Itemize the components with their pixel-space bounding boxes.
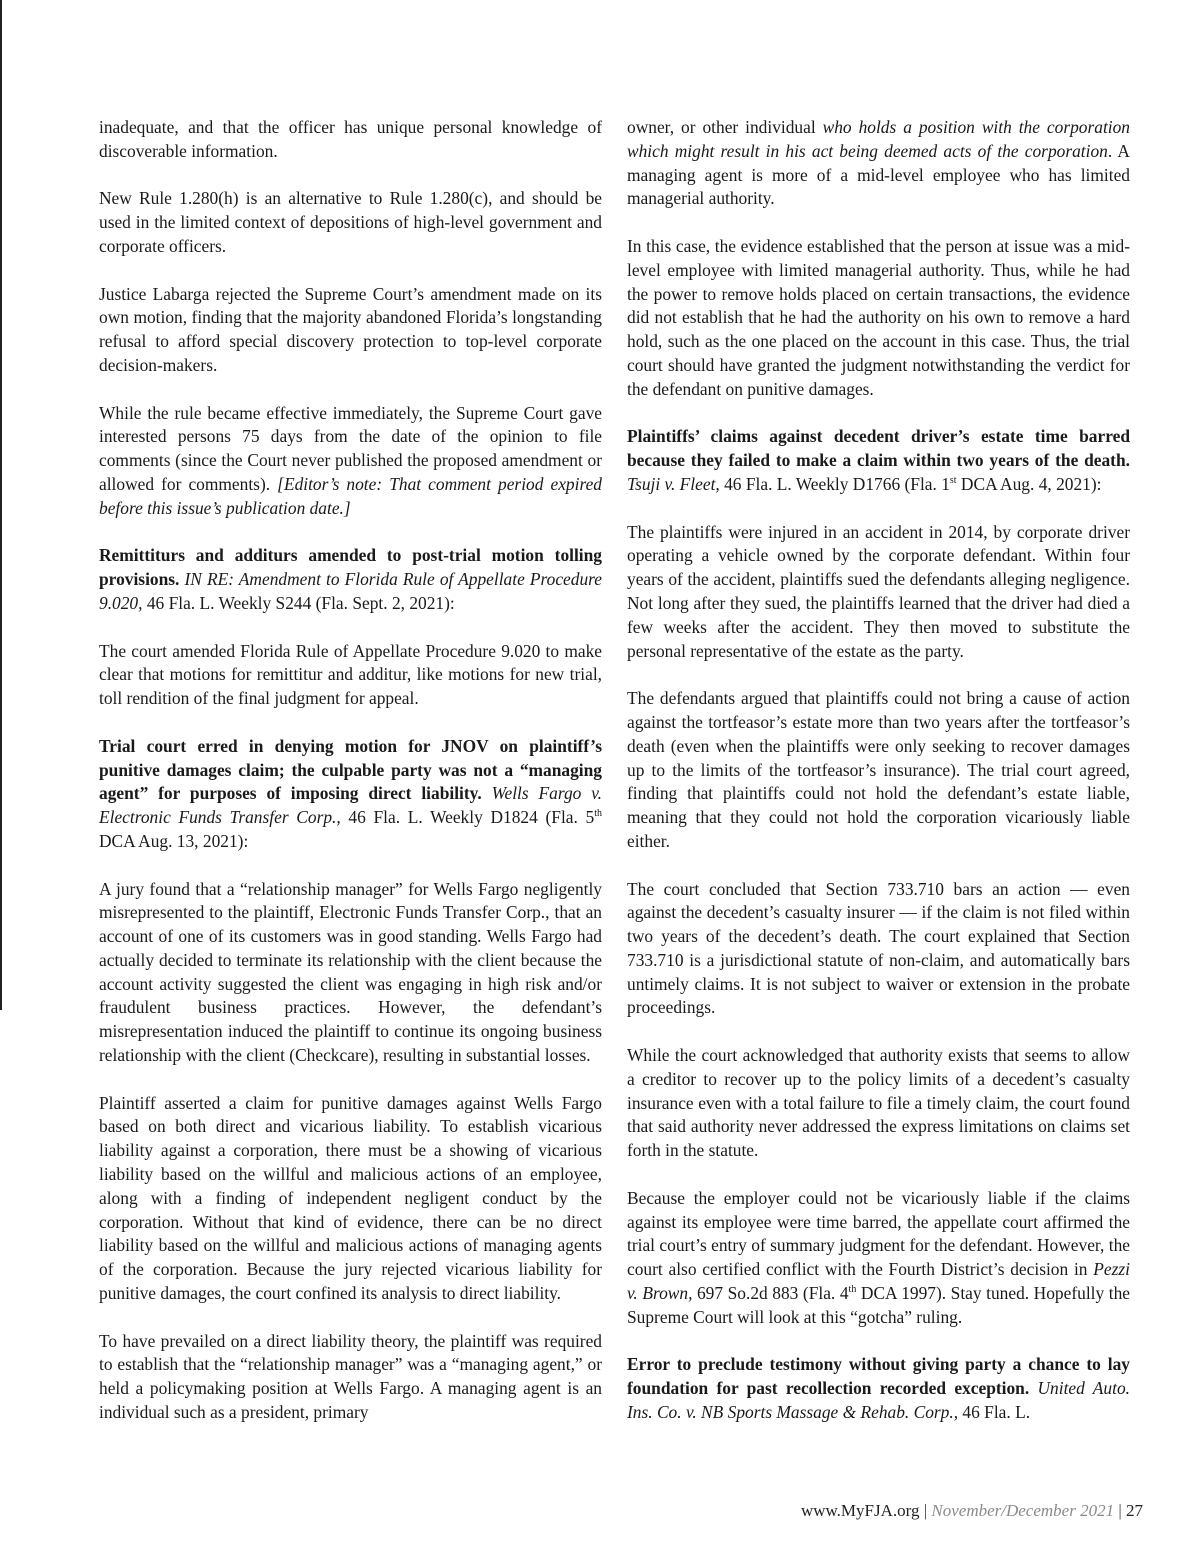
footer-separator: | [1118, 1501, 1122, 1520]
paragraph-text: Because the employer could not be vicariously liable if the claims against its employee were time barred, the appellate court affirmed the trial court’s entry of summary judgment for the defendant. However, the court also certified conflict with the Fourth District’s decision in [627, 1187, 1130, 1280]
case-heading [99, 735, 602, 854]
paragraph [627, 1187, 1130, 1330]
case-citation: 46 Fla. L. Weekly D1766 (Fla. 1 [724, 473, 950, 494]
case-citation: 46 Fla. L. [962, 1402, 1031, 1423]
paragraph: The defendants argued that plaintiffs could not bring a cause of action against the tortfeasor’s estate more than two years after the tortfeasor’s death (even when the plaintiffs were only seeking to recover damages up to the limits of the tortfeasor’s insurance). The trial court agreed, finding that plaintiffs could not hold the defendant’s estate liable, meaning that they could not hold the corporation vicariously liable either. [627, 688, 1130, 851]
paragraph-text: . A managing agent is more of a mid-level employee who has limited managerial authority. [627, 140, 1130, 209]
case-name: Wells Fargo v. Electronic Funds Transfer Corp., [99, 783, 602, 828]
paragraph: To have prevailed on a direct liability theory, the plaintiff was required to establish that the “relationship manager” was a “managing agent,” or held a policymaking position at Wells Fargo. A managing agent is an individual such as a president, primary [99, 1330, 602, 1423]
case-heading [627, 1353, 1130, 1424]
paragraph: The court amended Florida Rule of Appellate Procedure 9.020 to make clear that motions for remittitur and additur, like motions for new trial, toll rendition of the final judgment for appeal. [99, 640, 602, 709]
paragraph: The plaintiffs were injured in an accident in 2014, by corporate driver operating a vehicle owned by the corporate defendant. Within four years of the accident, plaintiffs sued the defendants alleging negligence. Not long after they sued, the plaintiffs learned that the driver had died a few weeks after the accident. They then moved to substitute the personal representative of the estate as the party. [627, 521, 1130, 661]
case-citation-end: DCA Aug. 13, 2021): [99, 830, 249, 851]
website-link[interactable]: www.MyFJA.org [800, 1501, 920, 1520]
quoted-definition: who holds a position with the corporation which might result in his act being deemed acts of the corporation [627, 117, 1130, 161]
paragraph: The court concluded that Section 733.710 bars an action — even against the decedent’s casualty insurer — if the claim is not filed within two years of the decedent’s death. The court explained that Section 733.710 is a jurisdictional statute of non-claim, and automatically bars untimely claims. It is not subject to waiver or extension in the probate proceedings. [627, 878, 1130, 1018]
paragraph [99, 402, 602, 521]
editors-note: [Editor’s note: That comment period expired before this issue’s publication date.] [99, 473, 602, 518]
right-column [627, 116, 1130, 1425]
case-name: Pezzi v. Brown, [627, 1259, 1130, 1304]
issue-date: November/December 2021 [931, 1501, 1115, 1520]
paragraph-text: owner, or other individual [627, 117, 816, 137]
case-citation-end: DCA Aug. 4, 2021): [956, 473, 1102, 494]
case-headline: Error to preclude testimony without giving party a chance to lay foundation for past recollection recorded exception. [627, 1354, 1130, 1399]
case-citation: 46 Fla. L. Weekly S244 (Fla. Sept. 2, 2021): [146, 592, 455, 613]
left-column [99, 116, 602, 1425]
page-edge-rule [0, 0, 2, 1010]
paragraph [627, 116, 1130, 211]
case-headline: Remittiturs and additurs amended to post-trial motion tolling provisions. [99, 545, 602, 590]
paragraph-text: While the rule became effective immediately, the Supreme Court gave interested persons 75 days from the date of the opinion to file comments (since the Court never published the proposed amendment or allowed for comments). [99, 402, 602, 494]
case-name: United Auto. Ins. Co. v. NB Sports Massage & Rehab. Corp., [627, 1378, 1130, 1423]
page-number: 27 [1126, 1501, 1143, 1520]
paragraph: inadequate, and that the officer has unique personal knowledge of discoverable information. [99, 117, 602, 161]
case-citation: 697 So.2d 883 (Fla. 4 [696, 1283, 849, 1304]
case-heading [99, 544, 602, 615]
case-headline: Plaintiffs’ claims against decedent driver’s estate time barred because they failed to make a claim within two years of the death. [627, 426, 1130, 471]
paragraph-text: DCA 1997). Stay tuned. Hopefully the Supreme Court will look at this “gotcha” ruling. [627, 1283, 1130, 1327]
page-footer [801, 1501, 1143, 1521]
paragraph: A jury found that a “relationship manager” for Wells Fargo negligently misrepresented to the plaintiff, Electronic Funds Transfer Corp., that an account of one of its customers was in good standing. Wells Fargo had actually decided to terminate its relationship with the client because the account activity suggested the client was engaging in high risk and/or fraudulent business practices. However, the defendant’s misrepresentation induced the plaintiff to continue its ongoing business relationship with the client (Checkcare), resulting in substantial losses. [99, 878, 602, 1066]
paragraph: New Rule 1.280(h) is an alternative to Rule 1.280(c), and should be used in the limited context of depositions of high-level government and corporate officers. [99, 188, 602, 256]
footer-separator: | [923, 1501, 928, 1520]
ordinal-suffix: th [594, 808, 602, 820]
ordinal-suffix: th [848, 1284, 857, 1296]
case-citation: 46 Fla. L. Weekly D1824 (Fla. 5 [348, 807, 595, 828]
case-name: IN RE: Amendment to Florida Rule of Appellate Procedure 9.020, [99, 569, 602, 613]
case-heading [627, 425, 1130, 496]
paragraph: While the court acknowledged that authority exists that seems to allow a creditor to recover up to the policy limits of a decedent’s casualty insurance even with a total failure to file a timely claim, the court found that said authority never addressed the express limitations on claims set forth in the statute. [627, 1045, 1130, 1161]
paragraph: Plaintiff asserted a claim for punitive damages against Wells Fargo based on both direct and vicarious liability. To establish vicarious liability against a corporation, there must be a showing of vicarious liability based on the willful and malicious actions of an employee, along with a finding of independent negligent conduct by the corporation. Without that kind of evidence, there can be no direct liability based on the willful and malicious actions of managing agents of the corporation. Because the jury rejected vicarious liability for punitive damages, the court confined its analysis to direct liability. [99, 1092, 602, 1304]
paragraph: In this case, the evidence established that the person at issue was a mid-level employee with limited managerial authority. Thus, while he had the power to remove holds placed on certain transactions, the evidence did not establish that he had the authority on his own to remove a hard hold, such as the one placed on the account in this case. Thus, the trial court should have granted the judgment notwithstanding the verdict for the defendant on punitive damages. [627, 235, 1130, 399]
case-name: Tsuji v. Fleet, [627, 473, 720, 494]
ordinal-suffix: st [949, 475, 957, 487]
case-headline: Trial court erred in denying motion for JNOV on plaintiff’s punitive damages claim; the culpable party was not a “managing agent” for purposes of imposing direct liability. [99, 735, 602, 804]
paragraph: Justice Labarga rejected the Supreme Court’s amendment made on its own motion, finding that the majority abandoned Florida’s longstanding refusal to afford special discovery protection to top-level corporate decision-makers. [99, 283, 602, 375]
